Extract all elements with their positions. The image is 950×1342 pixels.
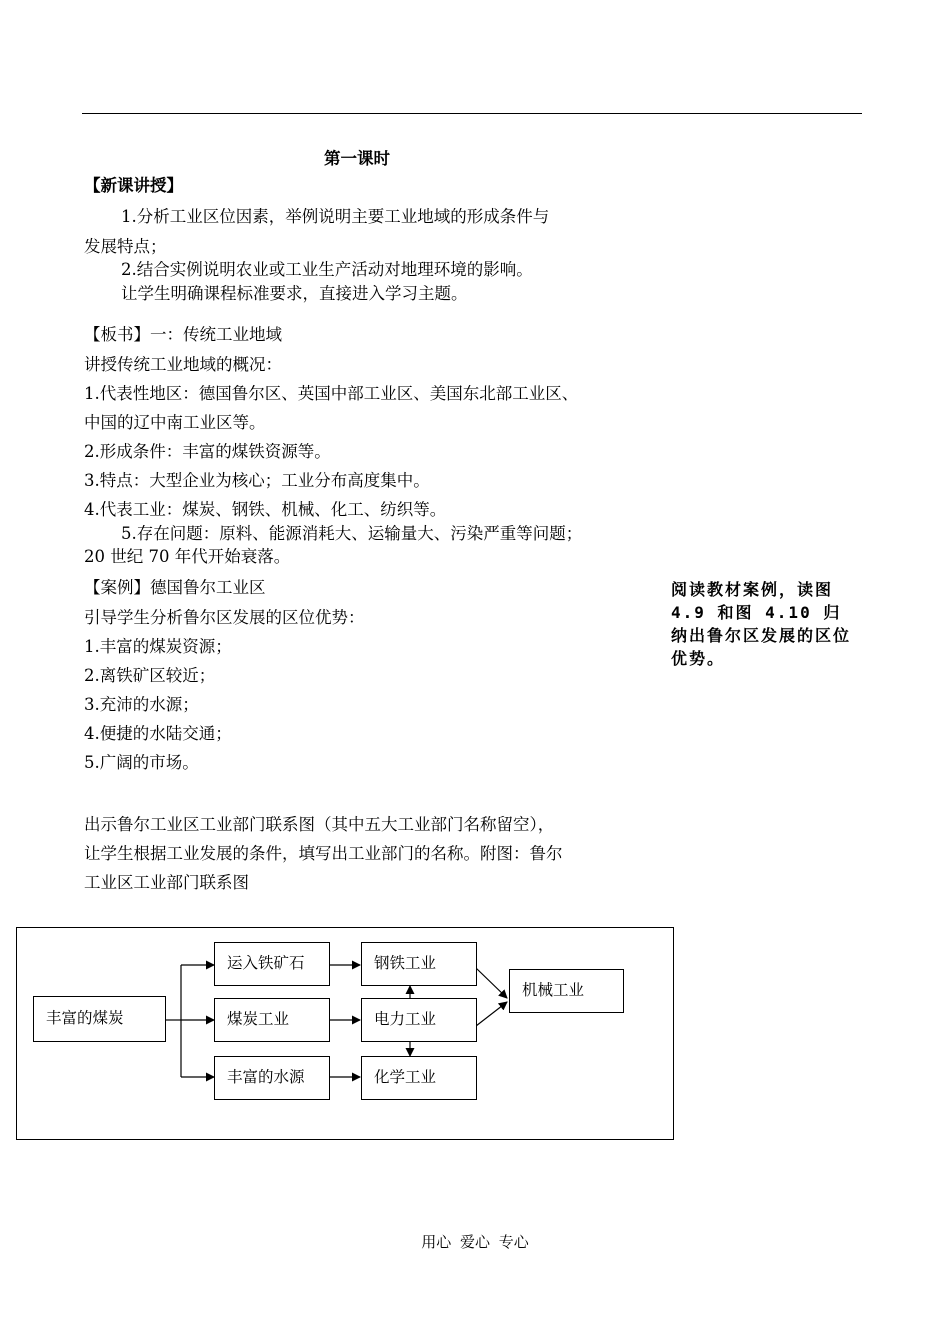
- case-point: 4.便捷的水陆交通；: [84, 724, 232, 743]
- section-new-lesson: 【新课讲授】: [84, 176, 183, 195]
- objective-1a: 1.分析工业区位因素，举例说明主要工业地域的形成条件与: [121, 207, 550, 226]
- diagram-intro-2: 让学生根据工业发展的条件，填写出工业部门的名称。附图：鲁尔: [84, 844, 563, 863]
- coal-resource-box: 丰富的煤炭: [33, 996, 166, 1042]
- industry-linkage-diagram: [16, 927, 674, 1140]
- objective-2: 2.结合实例说明农业或工业生产活动对地理环境的影响。: [121, 260, 533, 279]
- water-resource-box: 丰富的水源: [214, 1056, 330, 1100]
- iron-ore-box: 运入铁矿石: [214, 942, 330, 986]
- blackboard-header: 【板书】一：传统工业地域: [84, 325, 282, 344]
- steel-industry-box: 钢铁工业: [361, 942, 477, 986]
- objective-3: 让学生明确课程标准要求，直接进入学习主题。: [121, 284, 468, 303]
- chemical-industry-box: 化学工业: [361, 1056, 477, 1100]
- case-point: 5.广阔的市场。: [84, 753, 199, 772]
- blackboard-intro: 讲授传统工业地域的概况：: [84, 355, 282, 374]
- blackboard-item-1b: 中国的辽中南工业区等。: [84, 413, 266, 432]
- blackboard-item-3: 3.特点：大型企业为核心；工业分布高度集中。: [84, 471, 430, 490]
- blackboard-item-5a: 5.存在问题：原料、能源消耗大、运输量大、污染严重等问题；: [121, 524, 583, 543]
- case-intro: 引导学生分析鲁尔区发展的区位优势：: [84, 608, 365, 627]
- case-point: 1.丰富的煤炭资源；: [84, 637, 232, 656]
- blackboard-item-4: 4.代表工业：煤炭、钢铁、机械、化工、纺织等。: [84, 500, 447, 519]
- case-point: 2.离铁矿区较近；: [84, 666, 216, 685]
- diagram-intro-1: 出示鲁尔工业区工业部门联系图（其中五大工业部门名称留空），: [84, 815, 555, 834]
- coal-industry-box: 煤炭工业: [214, 998, 330, 1042]
- blackboard-item-2: 2.形成条件：丰富的煤铁资源等。: [84, 442, 331, 461]
- header-rule: [82, 113, 862, 114]
- side-note: 阅读教材案例，读图 4.9 和图 4.10 归纳出鲁尔区发展的区位优势。: [671, 580, 852, 668]
- page-title: 第一课时: [324, 149, 390, 168]
- case-header: 【案例】德国鲁尔工业区: [84, 578, 266, 597]
- blackboard-item-5b: 20 世纪 70 年代开始衰落。: [84, 547, 291, 566]
- power-industry-box: 电力工业: [361, 998, 477, 1042]
- diagram-intro-3: 工业区工业部门联系图: [84, 873, 249, 892]
- machinery-industry-box: 机械工业: [509, 969, 624, 1013]
- objective-1b: 发展特点；: [84, 237, 167, 256]
- case-point: 3.充沛的水源；: [84, 695, 199, 714]
- blackboard-item-1a: 1.代表性地区：德国鲁尔区、英国中部工业区、美国东北部工业区、: [84, 384, 579, 403]
- page-footer: 用心 爱心 专心: [421, 1233, 529, 1251]
